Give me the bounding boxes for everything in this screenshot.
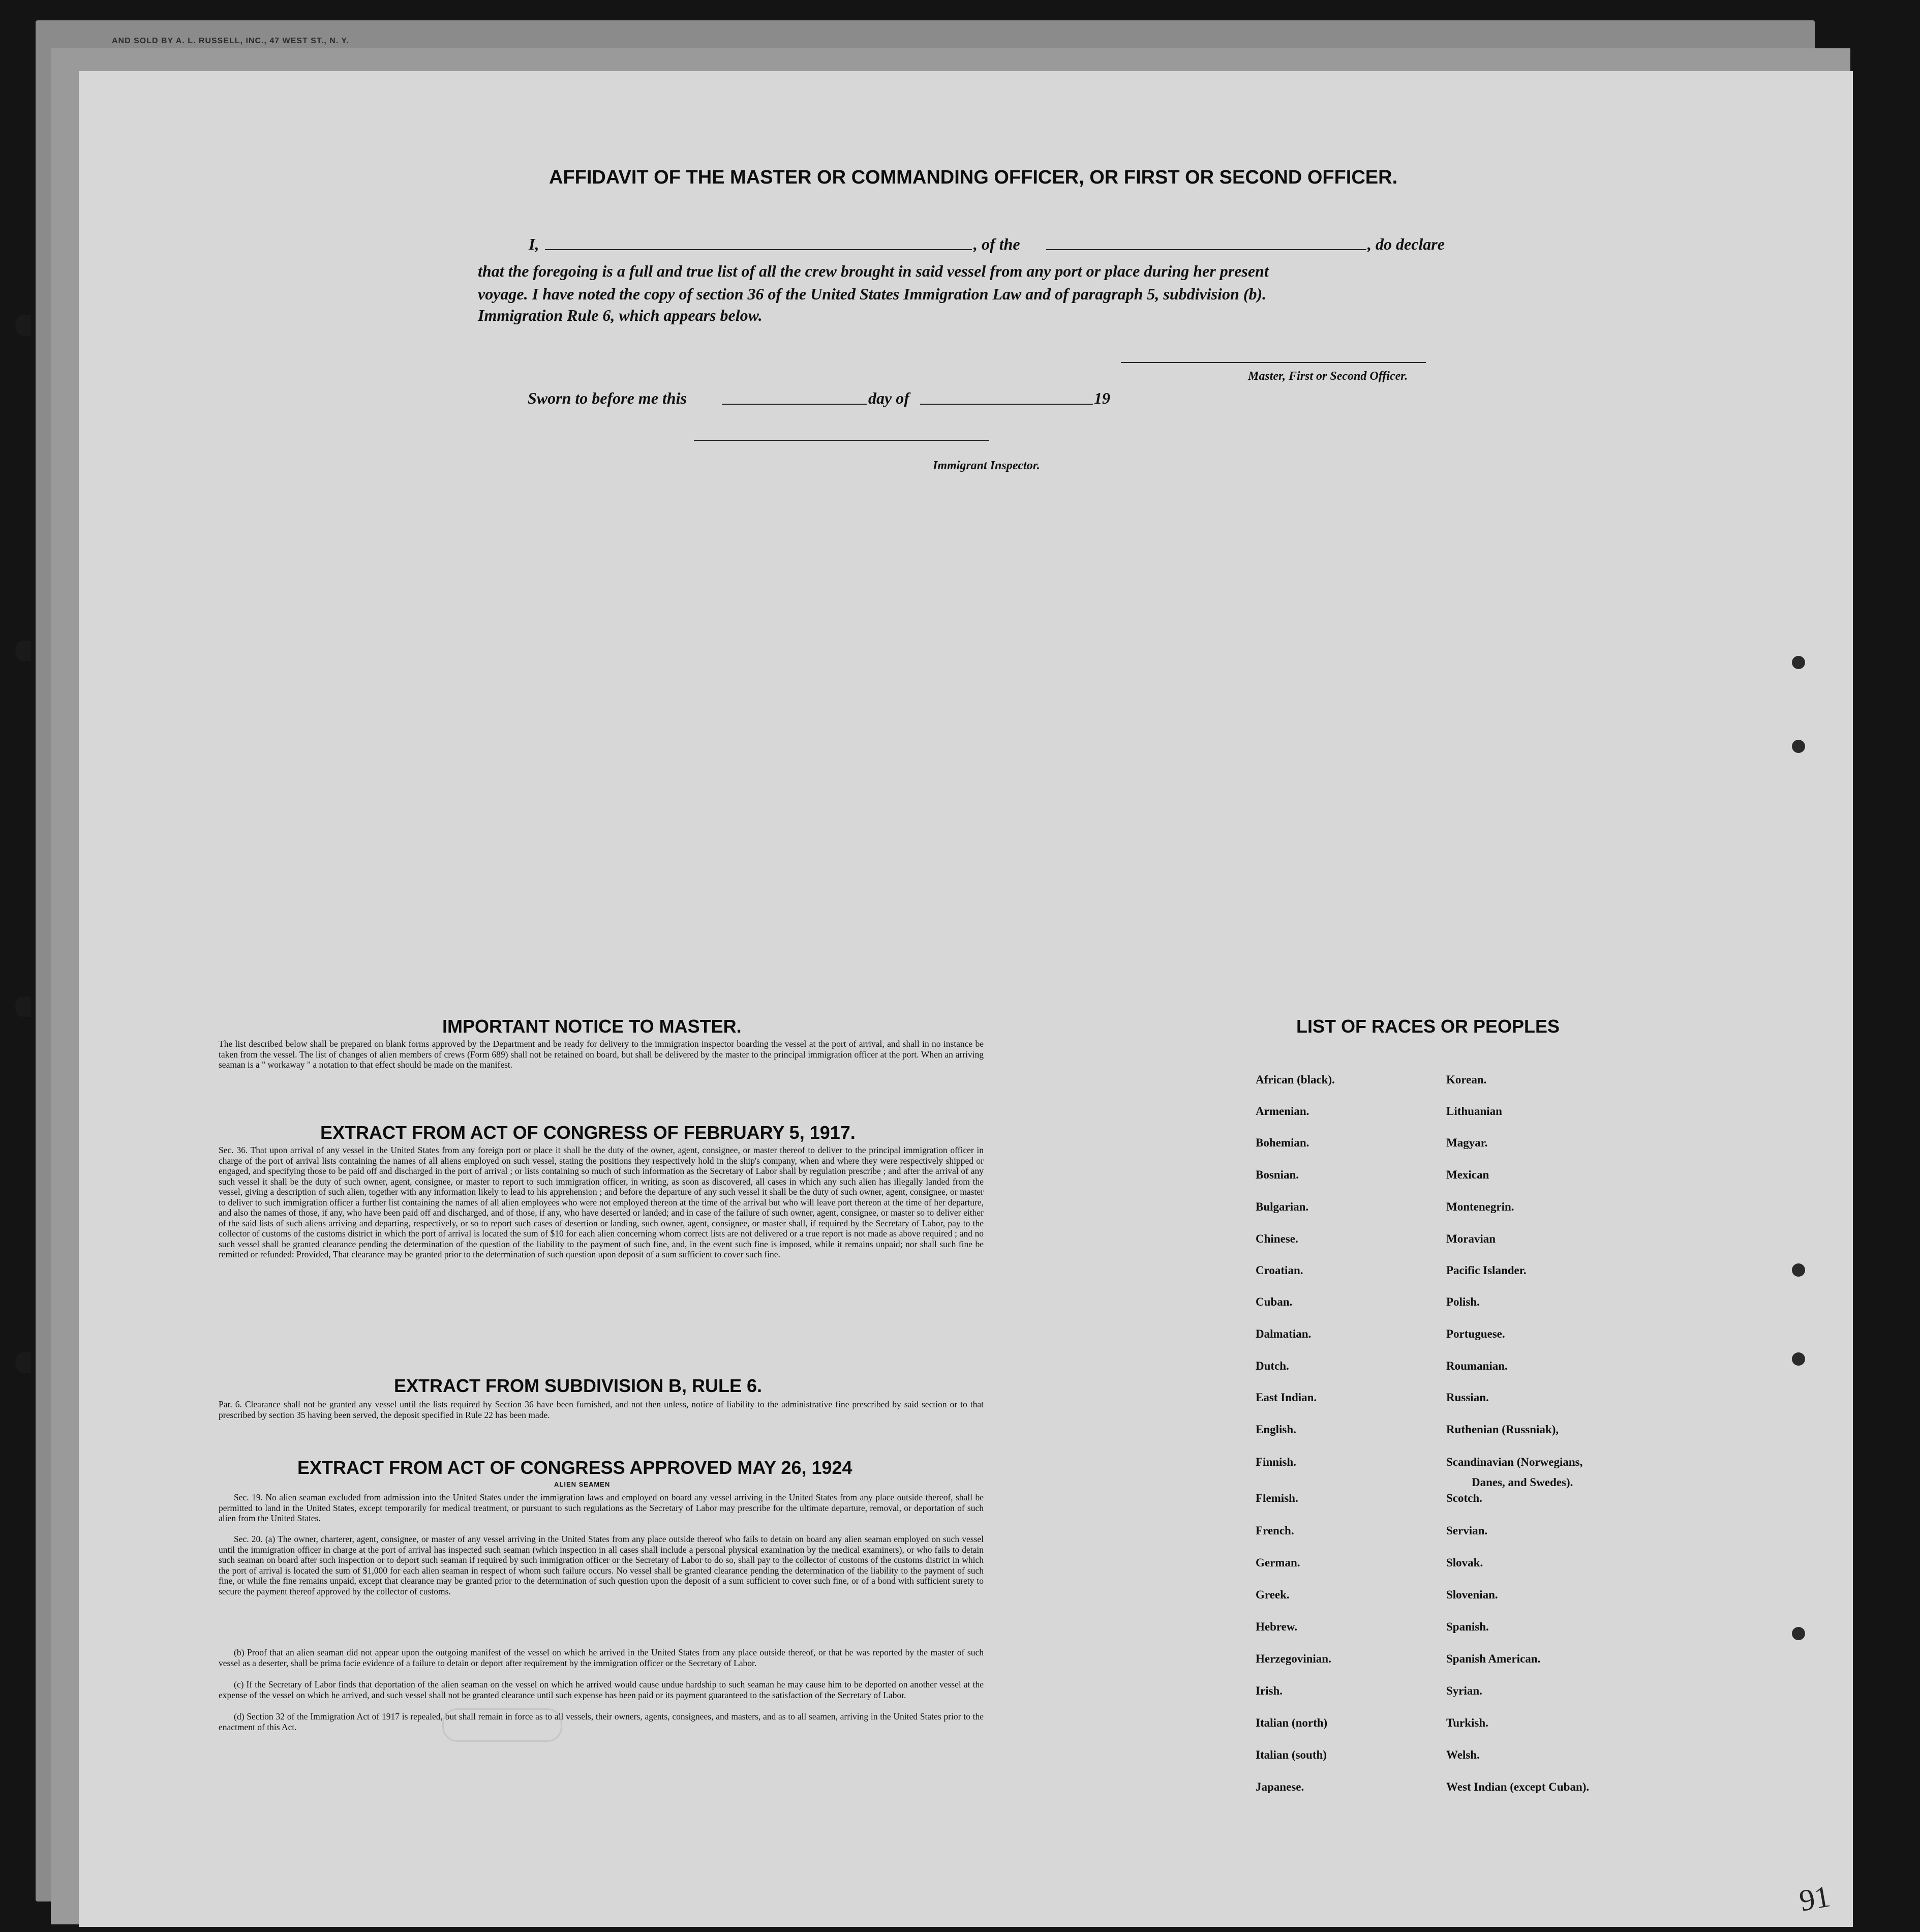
race-item: Dalmatian. bbox=[1256, 1327, 1312, 1340]
master-signature-line[interactable] bbox=[1121, 362, 1426, 363]
sworn-day-blank[interactable] bbox=[722, 404, 867, 405]
punch-hole bbox=[15, 315, 31, 336]
affidavit-line-4: Immigration Rule 6, which appears below. bbox=[478, 306, 763, 324]
race-item: Bosnian. bbox=[1256, 1168, 1299, 1181]
race-item: Chinese. bbox=[1256, 1232, 1298, 1245]
year-label: 19 bbox=[1094, 389, 1110, 407]
master-signature-caption: Master, First or Second Officer. bbox=[1248, 370, 1408, 383]
race-item: Flemish. bbox=[1256, 1492, 1298, 1504]
sworn-label: Sworn to before me this bbox=[528, 389, 687, 407]
race-item: Portuguese. bbox=[1446, 1327, 1505, 1340]
race-item: English. bbox=[1256, 1423, 1296, 1436]
handwritten-page-number: 91 bbox=[1796, 1879, 1833, 1918]
inspector-signature-line[interactable] bbox=[694, 440, 989, 441]
race-item: Turkish. bbox=[1446, 1716, 1488, 1729]
race-item: Welsh. bbox=[1446, 1748, 1480, 1761]
race-item: Dutch. bbox=[1256, 1360, 1289, 1372]
race-item: Moravian bbox=[1446, 1232, 1496, 1245]
race-item: Croatian. bbox=[1256, 1264, 1303, 1277]
race-item: Irish. bbox=[1256, 1684, 1283, 1697]
race-item: Ruthenian (Russniak), bbox=[1446, 1423, 1559, 1436]
extract-1924-sec20a: Sec. 20. (a) The owner, charterer, agent, consignee, or master of any vessel arriving in the United States from any place outside thereof who fails to detain on board any alien seaman employed on such vessel until the immigration officer in charge at the port of arrival has inspected such seaman (which inspection in all cases shall include a personal physical examination by the medical examiners), or who fails to detain such seaman on board after such inspection or to deport such seaman if required by such immigration officer or the Secretary of Labor to do so, shall pay to the collector of customs of the customs district in which the port of arrival is located the sum of $1,000 for each alien seaman in respect of whom such failure occurs. No vessel shall be granted clearance pending the determination of the liability to the payment of such fine, or while the fine remains unpaid, except that clearance may be granted prior to the determination of such question upon the deposit of a sum sufficient to cover such fine, or of a bond with sufficient surety to secure the payment thereof approved by the collector of customs. bbox=[219, 1534, 984, 1596]
race-item: French. bbox=[1256, 1524, 1294, 1537]
binder-ring bbox=[1792, 656, 1805, 669]
binder-ring bbox=[1792, 1627, 1805, 1640]
race-item: Syrian. bbox=[1446, 1684, 1482, 1697]
punch-hole bbox=[15, 997, 31, 1017]
affidavit-line-3: voyage. I have noted the copy of section 36 of the United States Immigration Law and of paragraph 5, subdivision (b). bbox=[478, 285, 1267, 303]
race-item: Korean. bbox=[1446, 1073, 1487, 1086]
race-item: Hebrew. bbox=[1256, 1620, 1297, 1633]
race-item: Herzegovinian. bbox=[1256, 1652, 1331, 1665]
race-scandinavian-cont: Danes, and Swedes). bbox=[1472, 1476, 1573, 1489]
binder-ring bbox=[1792, 1352, 1805, 1366]
sworn-month-blank[interactable] bbox=[920, 404, 1093, 405]
name-blank[interactable] bbox=[545, 249, 972, 250]
race-item: Scotch. bbox=[1446, 1492, 1482, 1504]
race-item: Magyar. bbox=[1446, 1136, 1488, 1149]
binder-ring bbox=[1792, 1263, 1805, 1277]
race-item: African (black). bbox=[1256, 1073, 1335, 1086]
vessel-blank[interactable] bbox=[1046, 249, 1366, 250]
race-item: Bohemian. bbox=[1256, 1136, 1309, 1149]
race-item: Scandinavian (Norwegians, bbox=[1446, 1456, 1583, 1468]
alien-seamen-subtitle: ALIEN SEAMEN bbox=[554, 1481, 611, 1488]
race-item: Servian. bbox=[1446, 1524, 1488, 1537]
inspector-caption: Immigrant Inspector. bbox=[933, 459, 1040, 472]
race-item: Mexican bbox=[1446, 1168, 1489, 1181]
race-item: Russian. bbox=[1446, 1391, 1489, 1404]
day-of-label: day of bbox=[868, 389, 909, 407]
affidavit-i: I, bbox=[529, 235, 539, 253]
race-item: Bulgarian. bbox=[1256, 1200, 1309, 1213]
race-item: Italian (north) bbox=[1256, 1716, 1328, 1729]
punch-hole bbox=[15, 641, 31, 661]
race-item: Armenian. bbox=[1256, 1105, 1309, 1118]
rule6-title: EXTRACT FROM SUBDIVISION B, RULE 6. bbox=[394, 1375, 763, 1396]
affidavit-title: AFFIDAVIT OF THE MASTER OR COMMANDING OFFICER, OR FIRST OR SECOND OFFICER. bbox=[549, 167, 1398, 188]
race-item: Montenegrin. bbox=[1446, 1200, 1514, 1213]
notice-body: The list described below shall be prepared on blank forms approved by the Department and be ready for delivery to the immigration inspector boarding the vessel at the port of arrival, and shall in no instance be taken from the vessel. The list of changes of alien members of crews (Form 689) shall not be retained on board, but shall be delivered by the master to the principal immigration officer at the port. When an arriving seaman is a " workaway " a notation to that effect should be made on the manifest. bbox=[219, 1039, 984, 1070]
rule6-body: Par. 6. Clearance shall not be granted any vessel until the lists required by Section 36 have been furnished, and not then unless, notice of liability to the administrative fine prescribed by said section or to that prescribed by section 35 having been served, the deposit specified in Rule 22 has been made. bbox=[219, 1399, 984, 1420]
race-item: Lithuanian bbox=[1446, 1105, 1502, 1118]
printer-imprint: AND SOLD BY A. L. RUSSELL, INC., 47 WEST ST., N. Y. bbox=[112, 37, 349, 45]
race-item: Italian (south) bbox=[1256, 1748, 1327, 1761]
extract-1924-sec20b: (b) Proof that an alien seaman did not appear upon the outgoing manifest of the vessel on which he arrived in the United States from any place outside thereof, or that he was reported by the master of such vessel as a deserter, shall be prima facie evidence of a failure to detain or deport after requirement by the immigration officer or the Secretary of Labor. bbox=[219, 1647, 984, 1668]
race-item: West Indian (except Cuban). bbox=[1446, 1780, 1590, 1793]
race-item: German. bbox=[1256, 1556, 1300, 1569]
race-item: Pacific Islander. bbox=[1446, 1264, 1527, 1277]
race-item: Polish. bbox=[1446, 1295, 1480, 1308]
extract-1917-title: EXTRACT FROM ACT OF CONGRESS OF FEBRUARY 5, 1917. bbox=[320, 1122, 856, 1143]
extract-1924-title: EXTRACT FROM ACT OF CONGRESS APPROVED MAY 26, 1924 bbox=[297, 1457, 852, 1478]
race-item: Greek. bbox=[1256, 1588, 1290, 1601]
races-title: LIST OF RACES OR PEOPLES bbox=[1296, 1016, 1560, 1037]
race-item: Slovak. bbox=[1446, 1556, 1483, 1569]
race-item: Spanish. bbox=[1446, 1620, 1489, 1633]
affidavit-of-the: , of the bbox=[973, 235, 1020, 253]
race-item: Japanese. bbox=[1256, 1780, 1304, 1793]
race-item: Finnish. bbox=[1256, 1456, 1296, 1468]
extract-1917-body: Sec. 36. That upon arrival of any vessel in the United States from any foreign port or place it shall be the duty of the owner, agent, consignee, or master thereof to deliver to the principal immigration officer in charge of the port of arrival lists containing the names of all aliens employed on such vessel, stating the positions they respectively hold in the ship's company, when and where they were respectively shipped or engaged, and specifying those to be paid off and discharged in the port of arrival ; or lists containing so much of such information as the Secretary of Labor shall by regulation prescribe ; and after the arrival of any such vessel it shall be the duty of such owner, agent, consignee, or master to report to such immigration officer, in writing, as soon as discovered, all cases in which any such alien has illegally landed from the vessel, giving a description of such alien, together with any information likely to lead to his apprehension ; and before the departure of any such vessel it shall be the duty of such owner, agent, consignee, or master to deliver to such immigration officer a further list containing the names of all alien employees who were not employed thereon at the time of the arrival but who will leave port thereon at the time of her departure, and also the names of those, if any, who have been paid off and discharged, and of those, if any, who have deserted or landed; and in case of the failure of such owner, agent, consignee, or master so to deliver either of the said lists of such aliens arriving and departing, respectively, or so to report such cases of desertion or landing, such owner, agent, consignee, or master shall, if required by the Secretary of Labor, pay to the collector of customs of the customs district in which the port of arrival is located the sum of $10 for each alien concerning whom correct lists are not delivered or a true report is not made as above required ; and no such vessel shall be granted clearance pending the determination of the question of the liability to the payment of such fine, and, in the event such fine is imposed, while it remains unpaid; nor shall such fine be remitted or refunded: Provided, That clearance may be granted prior to the determination of such question upon deposit of a sum sufficient to cover such fine. bbox=[219, 1145, 984, 1259]
faint-stamp bbox=[442, 1708, 562, 1742]
race-item: Spanish American. bbox=[1446, 1652, 1541, 1665]
affidavit-line-2: that the foregoing is a full and true list of all the crew brought in said vessel from any port or place during her present bbox=[478, 262, 1269, 280]
race-item: East Indian. bbox=[1256, 1391, 1317, 1404]
extract-1924-sec20d: (d) Section 32 of the Immigration Act of 1917 is repealed, but shall remain in force as to all vessels, their owners, agents, consignees, and masters, and as to all seamen, arriving in the United States prior to the enactment of this Act. bbox=[219, 1711, 984, 1732]
race-item: Roumanian. bbox=[1446, 1360, 1508, 1372]
punch-hole bbox=[15, 1352, 31, 1373]
notice-title: IMPORTANT NOTICE TO MASTER. bbox=[442, 1016, 742, 1037]
extract-1924-sec19: Sec. 19. No alien seaman excluded from admission into the United States under the immigration laws and employed on board any vessel arriving in the United States from any place outside thereof, shall be permitted to land in the United States, except temporarily for medical treatment, or pursuant to such regulations as the Secretary of Labor may prescribe for the ultimate departure, removal, or deportation of such alien from the United States. bbox=[219, 1492, 984, 1523]
binder-ring bbox=[1792, 740, 1805, 753]
extract-1924-sec20c: (c) If the Secretary of Labor finds that deportation of the alien seaman on the vessel on which he arrived would cause undue hardship to such seaman he may cause him to be deported on another vessel at the expense of the vessel on which he arrived, and such vessel shall not be granted clearance until such expense has been paid or its payment guaranteed to the satisfaction of the Secretary of Labor. bbox=[219, 1679, 984, 1700]
race-item: Cuban. bbox=[1256, 1295, 1293, 1308]
affidavit-do-declare: , do declare bbox=[1367, 235, 1445, 253]
race-item: Slovenian. bbox=[1446, 1588, 1498, 1601]
